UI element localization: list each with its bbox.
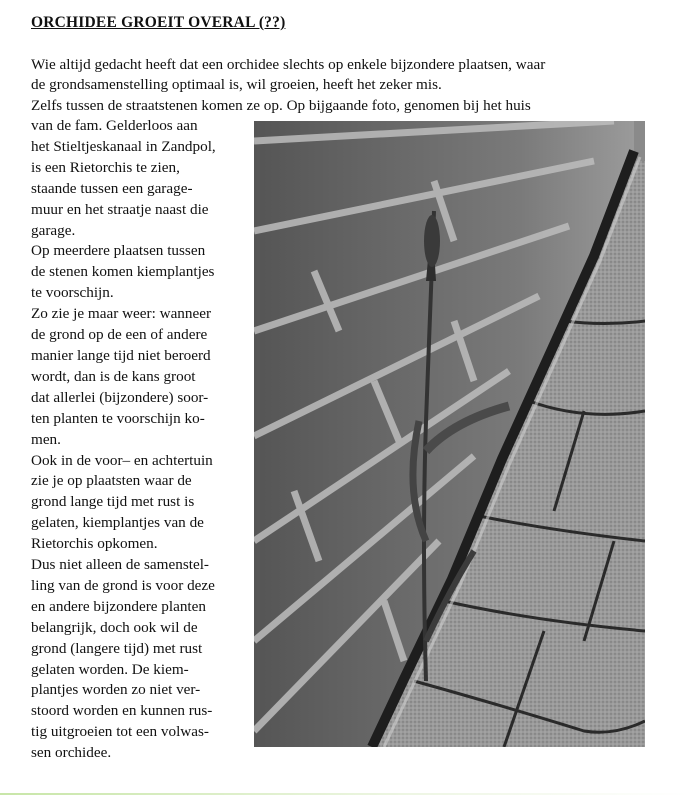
body-line: zie je op plaatsten waar de [31,472,192,490]
body-line: garage. [31,221,76,239]
intro-line: de grondsamenstelling optimaal is, wil groeien, heeft het zeker mis. [31,76,442,93]
body-line: dat allerlei (bijzondere) soor- [31,388,209,406]
body-line: plantjes worden zo niet ver- [31,681,201,699]
body-line: gelaten worden. De kiem- [31,660,189,678]
body-line: tig uitgroeien tot een volwas- [31,723,209,741]
body-line: manier lange tijd niet beroerd [31,346,211,364]
orchid-photo [254,121,645,747]
body-line: Op meerdere plaatsen tussen [31,242,206,260]
body-line: is een Rietorchis te zien, [31,158,180,176]
body-line: ten planten te voorschijn ko- [31,409,205,427]
body-line: gelaten, kiemplantjes van de [31,514,204,532]
body-line: en andere bijzondere planten [31,597,206,615]
body-line: van de fam. Gelderloos aan [31,117,198,134]
article-body-column [31,116,263,764]
body-line: het Stieltjeskanaal in Zandpol, [31,137,216,155]
body-line: wordt, dan is de kans groot [31,367,196,385]
body-line: de stenen komen kiemplantjes [31,263,215,281]
body-line: belangrijk, doch ook wil de [31,618,198,636]
body-line: ling van de grond is voor deze [31,576,215,594]
body-line: Dus niet alleen de samenstel- [31,556,209,574]
body-line: muur en het straatje naast die [31,200,209,218]
body-line: de grond op de een of andere [31,326,208,344]
body-line: Zo zie je maar weer: wanneer [31,305,212,323]
article-title: ORCHIDEE GROEIT OVERAL (??) [31,14,286,31]
intro-line: Zelfs tussen de straatstenen komen ze op. Op bijgaande foto, genomen bij het huis [31,97,531,114]
body-line: men. [31,430,61,448]
body-line: te voorschijn. [31,284,114,302]
body-line: grond (langere tijd) met rust [31,639,203,657]
footer-rule [0,793,689,795]
body-line: Rietorchis opkomen. [31,535,158,553]
intro-line: Wie altijd gedacht heeft dat een orchidee slechts op enkele bijzondere plaatsen, waar [31,56,546,73]
body-line: sen orchidee. [31,744,112,762]
body-line: grond lange tijd met rust is [31,493,195,511]
body-line: stoord worden en kunnen rus- [31,702,213,720]
body-line: Ook in de voor– en achtertuin [31,451,213,469]
body-line: staande tussen een garage- [31,179,193,197]
